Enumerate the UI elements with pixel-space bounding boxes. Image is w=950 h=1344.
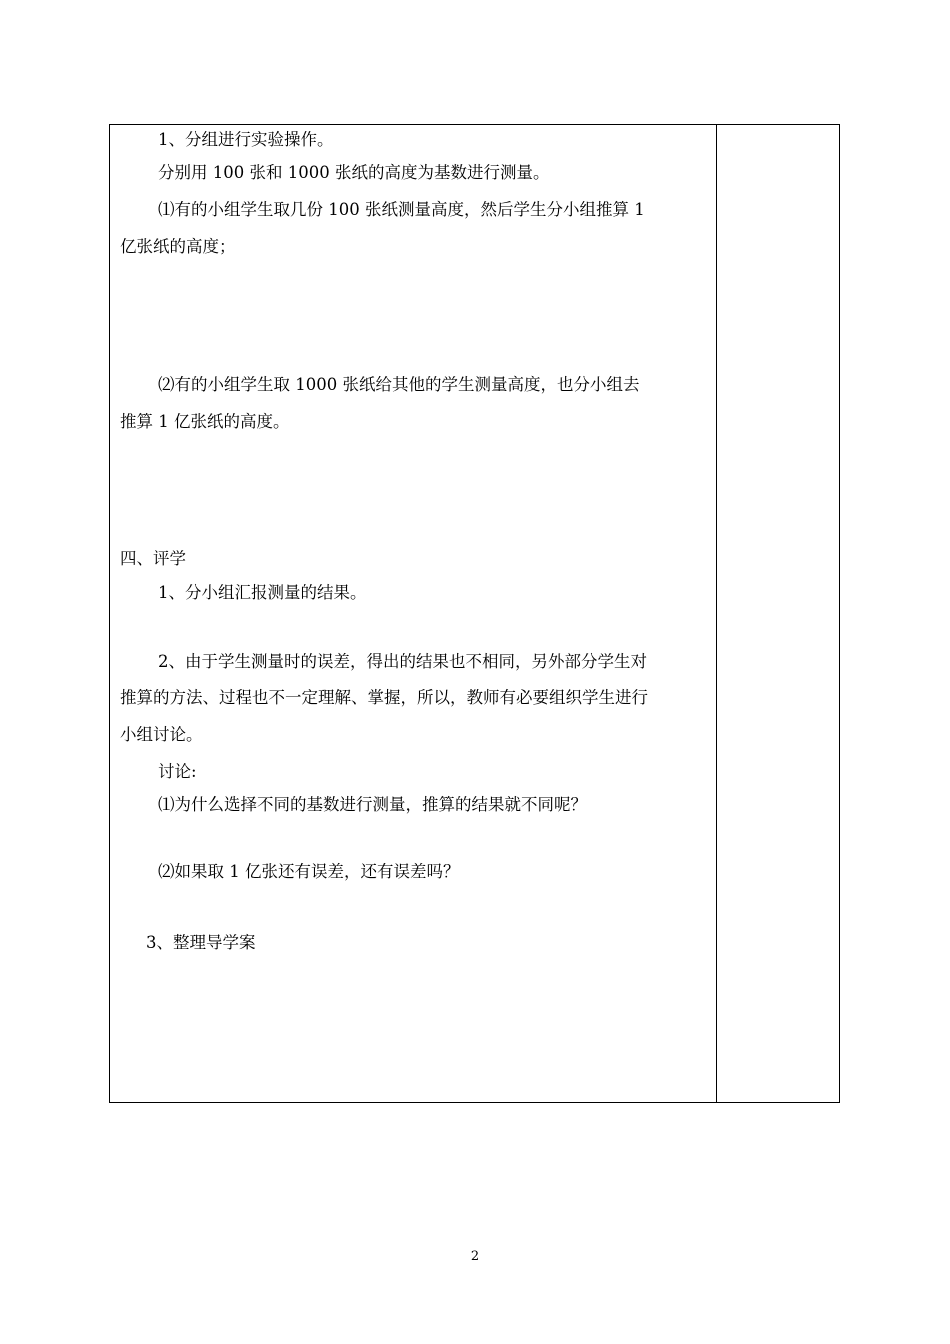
discussion-question-2: ⑵如果取 1 亿张还有误差，还有误差吗？ [158, 862, 460, 881]
evaluation-step-1: 1、分小组汇报测量的结果。 [158, 583, 367, 602]
experiment-group-1-line-2: 亿张纸的高度； [120, 237, 236, 256]
page-number: 2 [470, 1249, 480, 1264]
experiment-group-2-line-1: ⑵有的小组学生取 1000 张纸给其他的学生测量高度，也分小组去 [158, 375, 640, 394]
discussion-label: 讨论: [158, 762, 197, 781]
discussion-question-1: ⑴为什么选择不同的基数进行测量，推算的结果就不同呢？ [158, 795, 587, 814]
evaluation-step-2-line-2: 推算的方法、过程也不一定理解、掌握，所以，教师有必要组织学生进行 [120, 688, 648, 707]
experiment-group-1-line-1: ⑴有的小组学生取几份 100 张纸测量高度，然后学生分小组推算 1 [158, 200, 645, 219]
experiment-description: 分别用 100 张和 1000 张纸的高度为基数进行测量。 [158, 163, 550, 182]
section-heading-evaluation: 四、评学 [120, 549, 186, 568]
evaluation-step-2-line-1: 2、由于学生测量时的误差，得出的结果也不相同，另外部分学生对 [158, 652, 647, 671]
column-divider [716, 125, 717, 1102]
evaluation-step-3: 3、整理导学案 [146, 933, 256, 952]
experiment-step-1: 1、分组进行实验操作。 [158, 130, 334, 149]
experiment-group-2-line-2: 推算 1 亿张纸的高度。 [120, 412, 290, 431]
evaluation-step-2-line-3: 小组讨论。 [120, 725, 203, 744]
content-table [109, 124, 840, 1103]
